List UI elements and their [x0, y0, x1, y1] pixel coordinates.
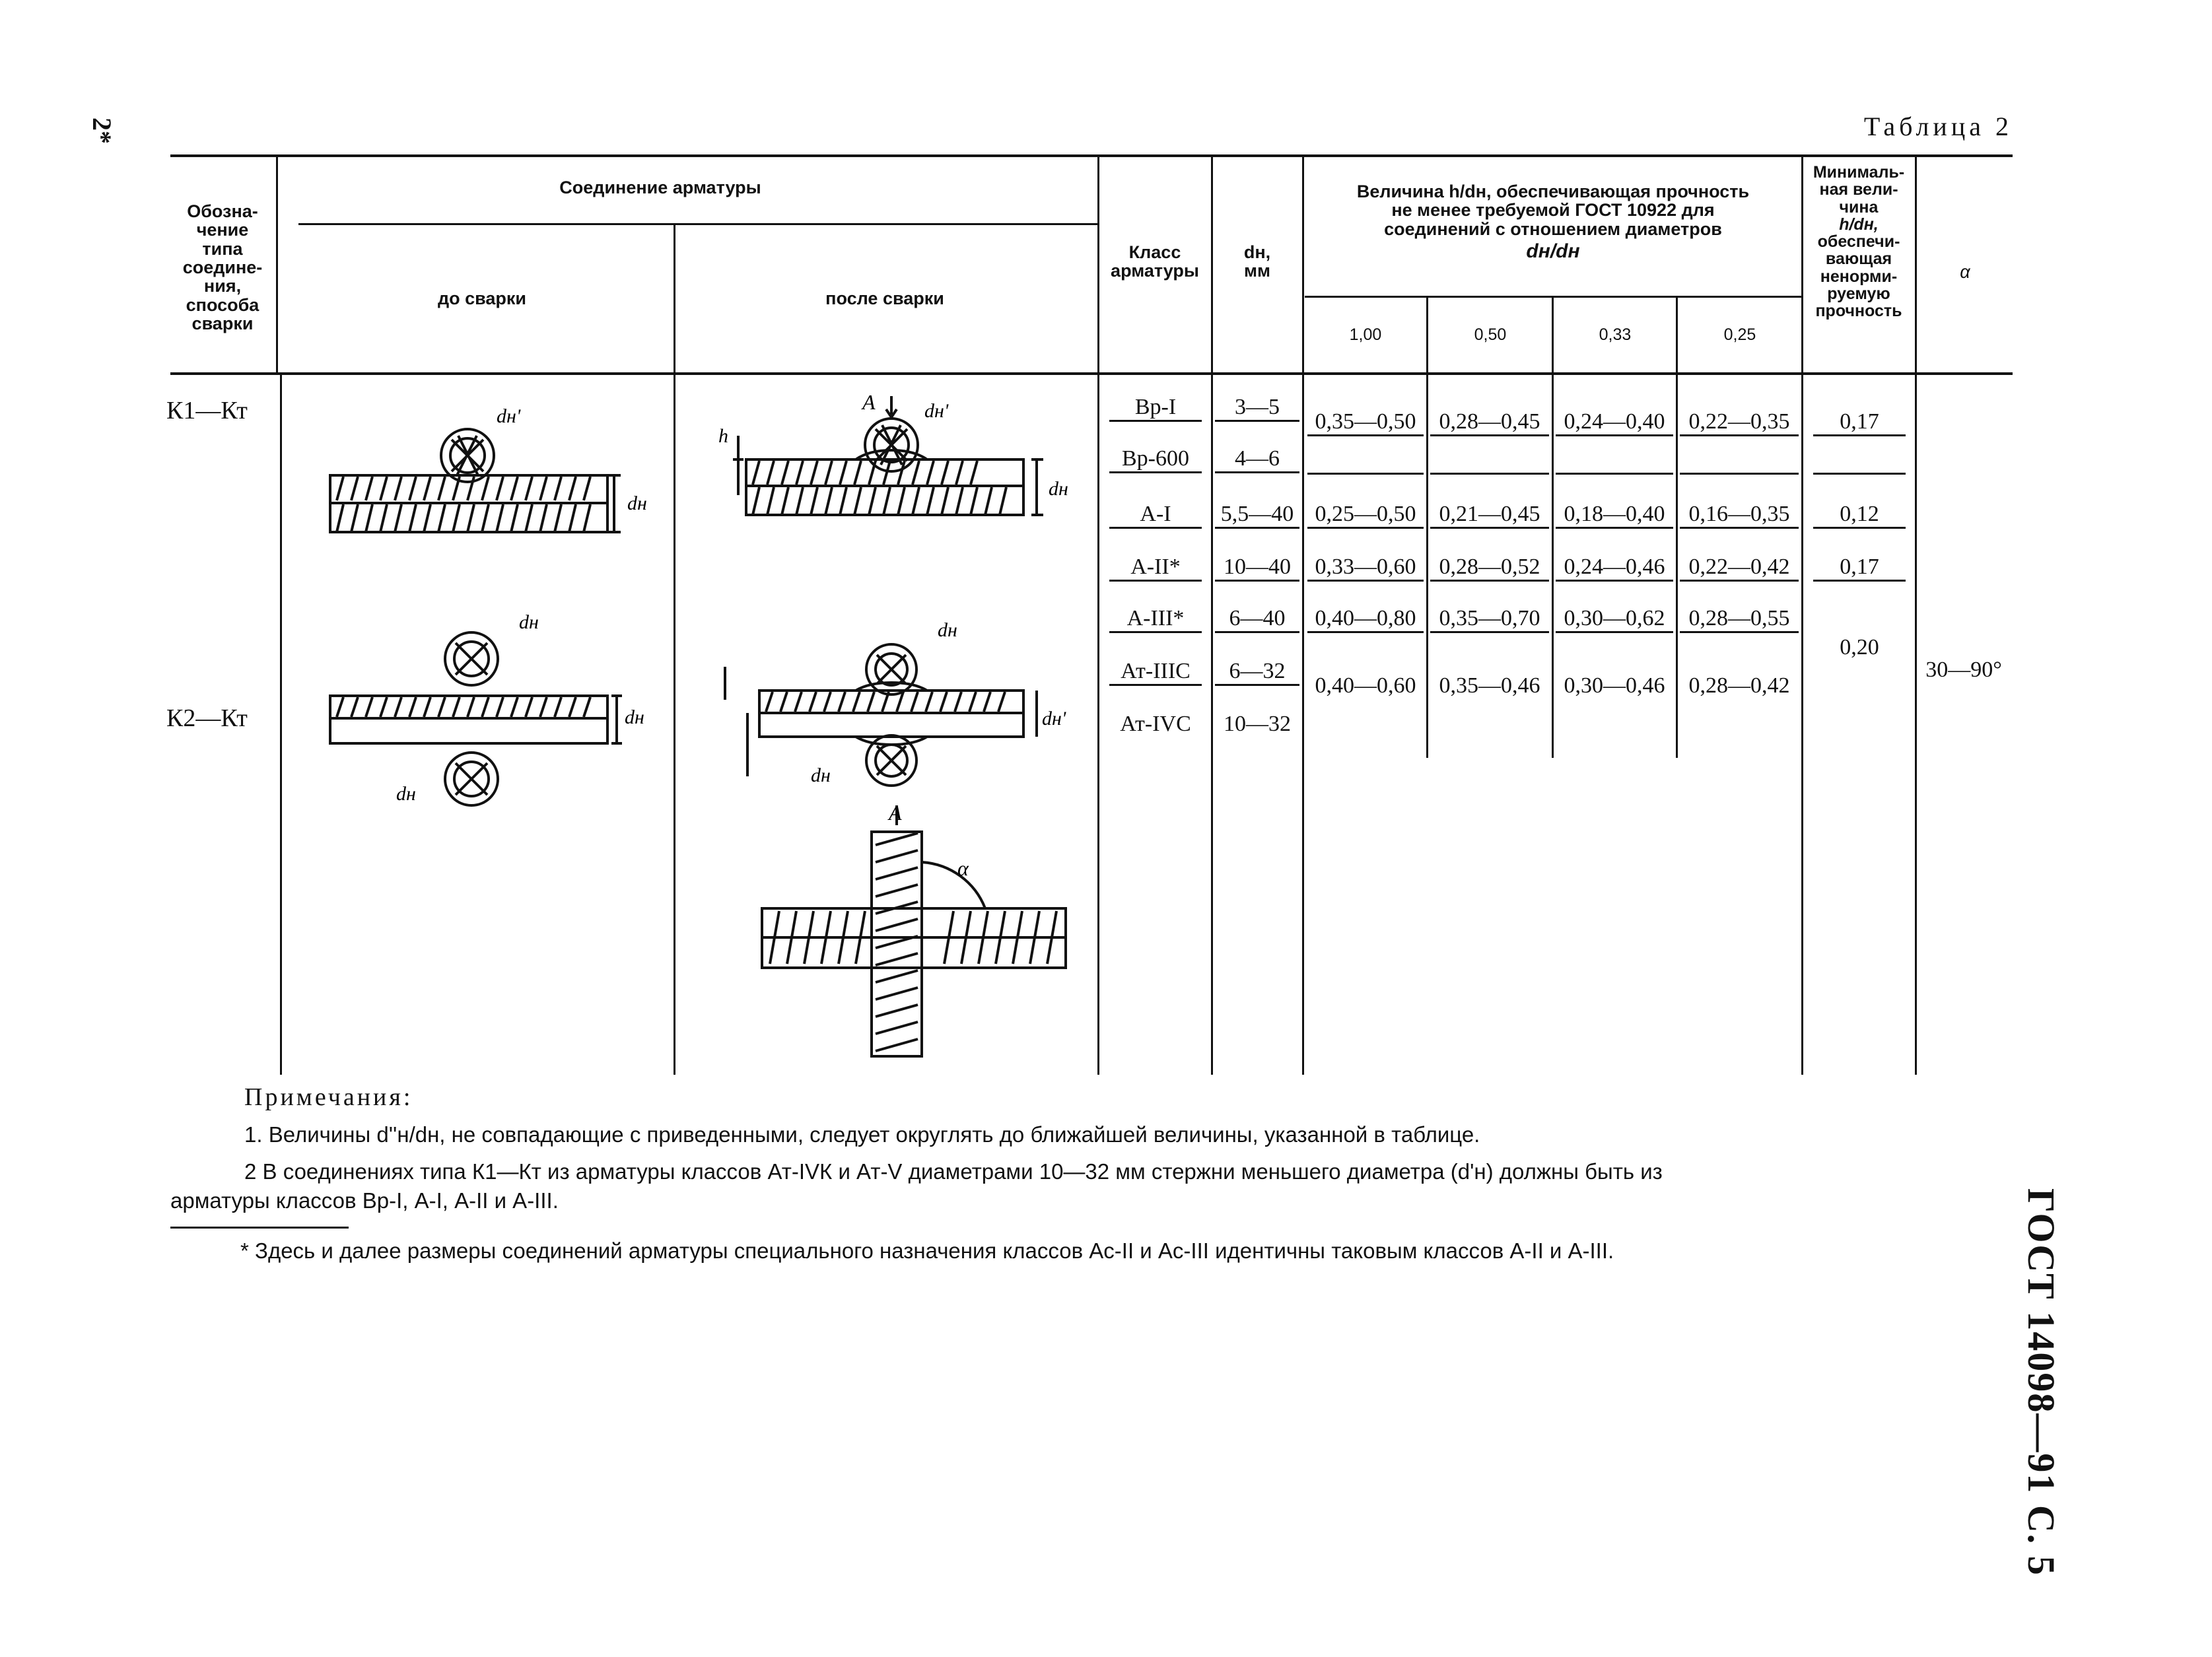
k1-before-welding-figure: [310, 396, 654, 555]
ratio-033-cell: 0,24—0,46: [1556, 555, 1673, 582]
label-dn-prime: dн': [1042, 708, 1066, 729]
diameter-cell: 10—32: [1224, 712, 1291, 736]
k2-after-welding-figure: [707, 621, 1076, 792]
ratio-033-cell: 0,30—0,62: [1556, 606, 1673, 633]
min-value-cell: 0,20: [1840, 635, 1879, 659]
ratio-100-cell: 0,33—0,60: [1307, 555, 1424, 582]
ratio-100-cell: 0,35—0,50: [1307, 409, 1424, 436]
footnote-rule: [170, 1227, 349, 1229]
label-a: A: [862, 390, 876, 414]
note-1: 1. Величины d''н/dн, не совпадающие с приведенными, следует округлять до ближайшей величины, указанной в таблице.: [244, 1122, 1480, 1147]
ratio-100-cell: 0,40—0,60: [1315, 673, 1416, 698]
header-min-value: Минималь- ная вели- чина h/dн, обеспечи- вающая ненорми- руемую прочность: [1813, 163, 1905, 320]
label-dn: dн: [627, 492, 647, 514]
alpha-value: 30—90°: [1925, 658, 2002, 682]
ratio-033-cell: 0,30—0,46: [1564, 673, 1665, 698]
header-ratio-100: 1,00: [1349, 325, 1382, 344]
k2-before-welding-figure: [310, 614, 654, 825]
diameter-cell: 10—40: [1215, 555, 1299, 582]
row-label-k1: К1—Кт: [166, 397, 248, 424]
diameter-cell: 3—5: [1215, 395, 1299, 422]
label-dn: dн: [938, 621, 957, 641]
label-alpha: α: [957, 856, 969, 880]
header-ratio-025: 0,25: [1723, 325, 1756, 344]
ratio-025-cell: [1680, 446, 1799, 475]
ratio-100-cell: 0,25—0,50: [1307, 502, 1424, 529]
ratio-025-cell: 0,22—0,35: [1680, 409, 1799, 436]
header-type-designation: Обозна- чение типа соедине- ния, способа сварки: [182, 201, 263, 334]
label-dn: dн: [1049, 478, 1068, 500]
ratio-025-cell: 0,28—0,42: [1688, 673, 1790, 698]
ratio-025-cell: 0,28—0,55: [1680, 606, 1799, 633]
label-a: A: [889, 801, 902, 825]
cross-joint-figure: [746, 799, 1089, 1063]
header-diameter: dн, мм: [1243, 242, 1271, 281]
note-2b: арматуры классов Вр-I, А-I, А-II и А-III.: [170, 1188, 559, 1213]
ratio-033-cell: [1556, 446, 1673, 475]
min-value-cell: 0,12: [1813, 502, 1906, 529]
label-dn: dн: [396, 783, 416, 805]
gost-side-label: ГОСТ 14098—91 С. 5: [2020, 1188, 2063, 1576]
ratio-025-cell: 0,16—0,35: [1680, 502, 1799, 529]
header-ratio-033: 0,33: [1599, 325, 1632, 344]
class-cell: Ат-IIIС: [1109, 659, 1202, 686]
header-ratio-050: 0,50: [1474, 325, 1507, 344]
ratio-050-cell: [1430, 446, 1549, 475]
label-dn: dн: [811, 764, 831, 786]
diameter-cell: 5,5—40: [1215, 502, 1299, 529]
notes-heading: Примечания:: [244, 1083, 413, 1111]
ratio-050-cell: 0,28—0,45: [1430, 409, 1549, 436]
ratio-100-cell: [1307, 446, 1424, 475]
class-cell: Вр-600: [1109, 446, 1202, 473]
label-dn-prime: dн': [497, 405, 521, 427]
diameter-cell: 4—6: [1215, 446, 1299, 473]
header-ratio-group: Величина h/dн, обеспечивающая прочность не менее требуемой ГОСТ 10922 для соединений с отношением диаметров dн/dн: [1356, 182, 1750, 263]
label-h: h: [718, 425, 728, 447]
page-mark: 2*: [87, 118, 117, 144]
row-label-k2: К2—Кт: [166, 704, 248, 732]
ratio-033-cell: 0,24—0,40: [1556, 409, 1673, 436]
ratio-100-cell: 0,40—0,80: [1307, 606, 1424, 633]
header-connection: Соединение арматуры: [559, 178, 761, 197]
ratio-050-cell: 0,28—0,52: [1430, 555, 1549, 582]
min-value-cell: 0,17: [1813, 555, 1906, 582]
class-cell: А-III*: [1109, 606, 1202, 633]
ratio-025-cell: 0,22—0,42: [1680, 555, 1799, 582]
ratio-033-cell: 0,18—0,40: [1556, 502, 1673, 529]
class-cell: А-I: [1109, 502, 1202, 529]
label-dn-prime: dн': [924, 400, 949, 422]
header-after-welding: после сварки: [825, 288, 944, 308]
footnote: * Здесь и далее размеры соединений арматуры специального назначения классов Ас-II и Ас-III идентичны таковым классов А-II и А-III.: [240, 1238, 1614, 1263]
ratio-050-cell: 0,35—0,46: [1439, 673, 1540, 698]
class-cell: А-II*: [1109, 555, 1202, 582]
ratio-050-cell: 0,35—0,70: [1430, 606, 1549, 633]
class-cell: Ат-IVC: [1120, 712, 1191, 736]
min-value-cell: 0,17: [1813, 409, 1906, 436]
k1-after-welding-figure: [707, 389, 1076, 541]
header-before-welding: до сварки: [437, 288, 526, 308]
note-2a: 2 В соединениях типа К1—Кт из арматуры классов Ат-IVК и Ат-V диаметрами 10—32 мм стержни меньшего диаметра (d'н) должны быть из: [244, 1159, 1663, 1184]
ratio-050-cell: 0,21—0,45: [1430, 502, 1549, 529]
label-dn: dн: [625, 706, 644, 728]
class-cell: Вр-I: [1109, 395, 1202, 422]
header-class: Класс арматуры: [1111, 242, 1199, 281]
table-title: Таблица 2: [1863, 112, 2013, 141]
diameter-cell: 6—32: [1215, 659, 1299, 686]
min-value-cell: [1813, 446, 1906, 475]
diameter-cell: 6—40: [1215, 606, 1299, 633]
header-alpha: α: [1960, 262, 1970, 282]
label-dn: dн: [519, 614, 539, 633]
